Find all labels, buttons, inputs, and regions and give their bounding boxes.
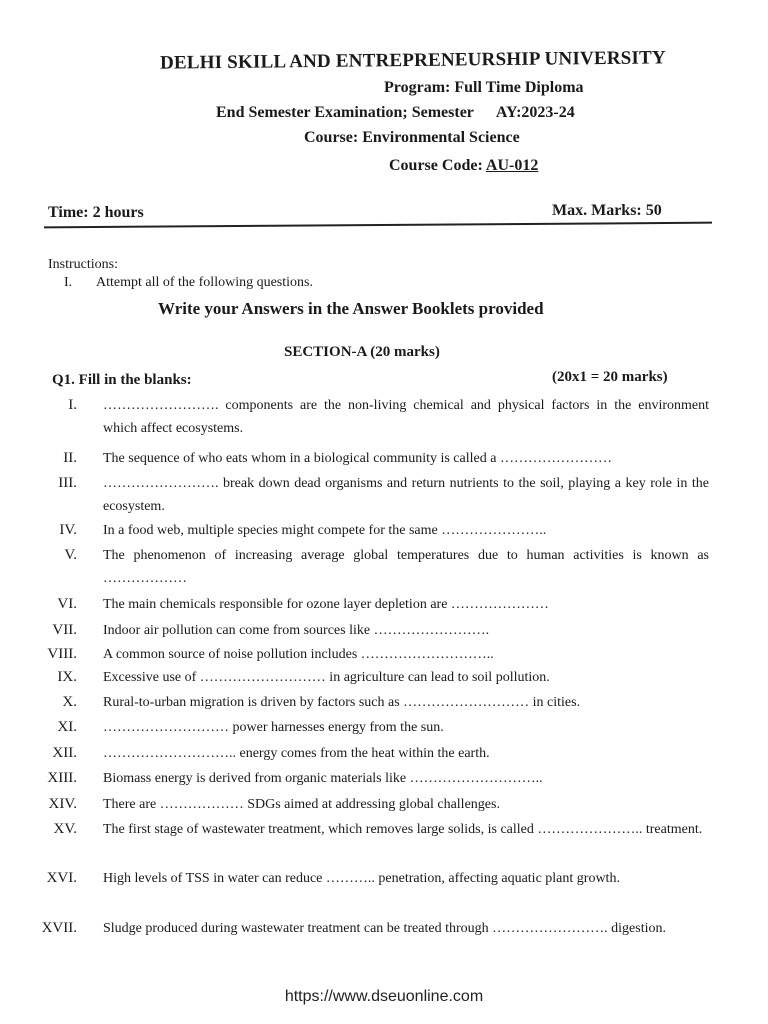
exam-name: End Semester Examination; Semester [216, 104, 474, 121]
course-code-line [389, 157, 538, 175]
question-text: ……………………. components are the non-living chemical and physical factors in the environment which affect ecosystems. [103, 398, 709, 436]
footer-url[interactable]: https://www.dseuonline.com [284, 988, 484, 1005]
question-number: XVI. [46, 870, 77, 886]
question-text: The sequence of who eats whom in a biological community is called a …………………… [103, 451, 612, 466]
question-number: II. [63, 450, 77, 466]
question-text: A common source of noise pollution includes ……………………….. [103, 647, 494, 662]
course-code: AU-012 [485, 157, 539, 174]
question-text: Rural-to-urban migration is driven by factors such as ……………………… in cities. [103, 695, 581, 710]
instruction-number: I. [64, 275, 73, 290]
question-number: VIII. [47, 646, 77, 662]
section-title: SECTION-A (20 marks) [284, 344, 440, 360]
question-text: Indoor air pollution can come from sources like ……………………. [103, 623, 490, 638]
exam-line [216, 104, 575, 122]
question-number: III. [58, 475, 77, 491]
question-text: ……………………….. energy comes from the heat within the earth. [103, 746, 490, 761]
question-number: I. [68, 397, 77, 413]
question-number: XIV. [48, 796, 77, 812]
question-text: Sludge produced during wastewater treatment can be treated through ……………………. digestion. [103, 921, 666, 936]
question-number: XII. [52, 745, 77, 761]
question-text: Excessive use of ……………………… in agriculture can lead to soil pollution. [103, 670, 550, 685]
question-number: X. [62, 694, 77, 710]
question-number: IX. [57, 669, 77, 685]
question-text: Biomass energy is derived from organic materials like ……………………….. [103, 771, 543, 786]
question-text: The main chemicals responsible for ozone layer depletion are ………………… [103, 597, 549, 612]
question-text: In a food web, multiple species might compete for the same ………………….. [103, 523, 547, 538]
question-number: XIII. [47, 770, 77, 786]
question-text: The phenomenon of increasing average global temperatures due to human activities is known as ……………… [103, 548, 709, 586]
question-text: ……………………. break down dead organisms and return nutrients to the soil, playing a key role in the ecosystem. [103, 476, 709, 514]
program-line: Program: Full Time Diploma [384, 79, 584, 96]
question-number: VI. [57, 596, 77, 612]
instruction-item [64, 275, 313, 291]
question-number: IV. [59, 522, 77, 538]
question-text: High levels of TSS in water can reduce ……….. penetration, affecting aquatic plant growth. [103, 871, 620, 886]
question-heading: Q1. Fill in the blanks: [52, 372, 192, 388]
header-divider [44, 222, 712, 229]
time-allowed: Time: 2 hours [48, 204, 144, 221]
instruction-text: Attempt all of the following questions. [96, 275, 313, 290]
question-number: V. [64, 547, 77, 563]
question-text: ……………………… power harnesses energy from the sun. [103, 720, 444, 735]
question-text: The first stage of wastewater treatment, which removes large solids, is called ………………….. treatment. [103, 822, 703, 837]
instructions-label: Instructions: [48, 257, 118, 272]
question-marks: (20x1 = 20 marks) [552, 369, 668, 385]
answer-booklet-note: Write your Answers in the Answer Booklets provided [158, 299, 544, 318]
question-number: VII. [52, 622, 77, 638]
question-number: XVII. [41, 920, 77, 936]
university-title: DELHI SKILL AND ENTREPRENEURSHIP UNIVERSITY [159, 47, 666, 74]
question-number: XI. [57, 719, 77, 735]
course-line: Course: Environmental Science [304, 129, 520, 146]
question-text: There are ……………… SDGs aimed at addressing global challenges. [103, 797, 500, 812]
question-number: XV. [53, 821, 77, 837]
academic-year: AY:2023-24 [495, 104, 575, 121]
max-marks: Max. Marks: 50 [552, 202, 662, 219]
course-code-label: Course Code: [389, 157, 483, 174]
